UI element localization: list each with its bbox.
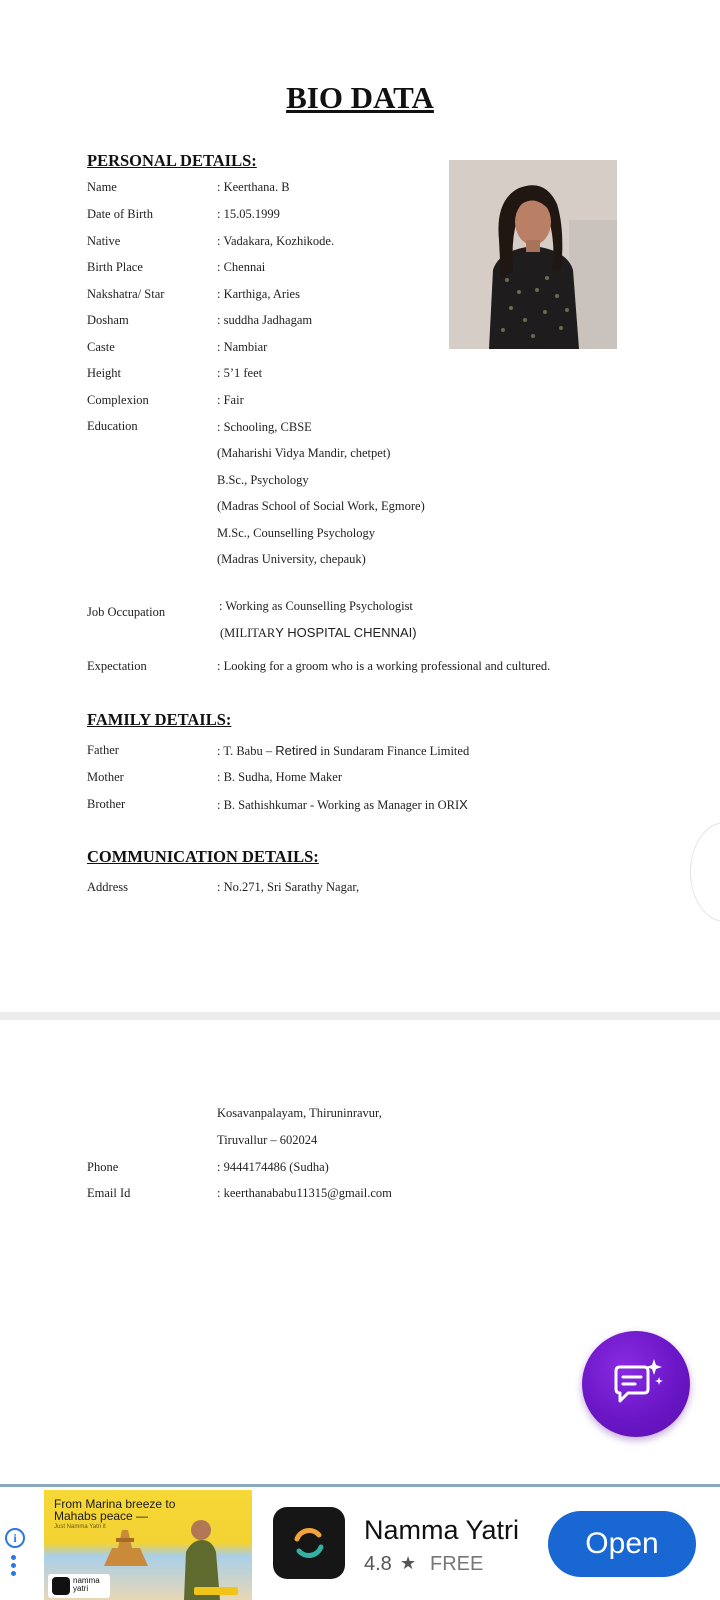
- value-address-line2: Kosavanpalayam, Thiruninravur,: [217, 1106, 382, 1120]
- value-complexion: : Fair: [217, 393, 244, 407]
- app-price: FREE: [430, 1553, 484, 1575]
- label-date-of-birth: Date of Birth: [87, 207, 153, 221]
- father-post: in Sundaram Finance Limited: [317, 744, 470, 758]
- app-icon[interactable]: [273, 1507, 345, 1579]
- education-line: B.Sc., Psychology: [217, 473, 309, 487]
- value-job-line1: : Working as Counselling Psychologist: [219, 599, 413, 613]
- label-email: Email Id: [87, 1186, 131, 1200]
- namma-yatri-logo-icon: [273, 1507, 345, 1579]
- portrait-photo: [449, 160, 617, 349]
- open-app-button[interactable]: Open: [548, 1511, 696, 1577]
- education-line: (Madras School of Social Work, Egmore): [217, 499, 425, 513]
- value-father: [217, 743, 469, 759]
- value-expectation: : Looking for a groom who is a working professional and cultured.: [217, 659, 551, 673]
- education-line: (Madras University, chepauk): [217, 552, 366, 566]
- ad-brand-word2: yatri: [73, 1584, 89, 1593]
- ad-banner-sub: Just Namma Yatri it: [54, 1524, 106, 1530]
- ai-chat-sparkle-icon: [610, 1357, 664, 1411]
- value-name: : Keerthana. B: [217, 180, 290, 194]
- brother-pre: : B. Sathishkumar - Working as Manager in ORI: [217, 798, 460, 812]
- page-separator: [0, 1012, 720, 1020]
- ad-brand-mark-icon: [52, 1577, 70, 1595]
- document-title: BIO DATA: [286, 80, 434, 115]
- label-mother: Mother: [87, 770, 124, 784]
- ad-banner-line1: From Marina breeze to: [54, 1497, 176, 1511]
- communication-details-heading: COMMUNICATION DETAILS:: [87, 847, 319, 866]
- label-complexion: Complexion: [87, 393, 149, 407]
- label-nakshatra: Nakshatra/ Star: [87, 287, 165, 301]
- value-email: : keerthanababu11315@gmail.com: [217, 1186, 392, 1200]
- label-dosham: Dosham: [87, 313, 129, 327]
- value-dosham: : suddha Jadhagam: [217, 313, 313, 327]
- ad-info-icon[interactable]: i: [5, 1528, 25, 1548]
- value-address-line3: Tiruvallur – 602024: [217, 1133, 318, 1147]
- app-name: Namma Yatri: [364, 1515, 520, 1545]
- label-address: Address: [87, 880, 128, 894]
- star-icon: ★: [400, 1553, 417, 1574]
- value-native: : Vadakara, Kozhikode.: [217, 234, 335, 248]
- value-height: : 5’1 feet: [217, 366, 263, 380]
- ad-brand-word1: namma: [73, 1576, 100, 1585]
- label-education: Education: [87, 419, 138, 433]
- family-details-heading: FAMILY DETAILS:: [87, 710, 232, 729]
- father-retired: Retired: [275, 743, 318, 758]
- education-line: : Schooling, CBSE: [217, 420, 312, 434]
- label-name: Name: [87, 180, 117, 194]
- education-line: M.Sc., Counselling Psychology: [217, 526, 375, 540]
- label-phone: Phone: [87, 1160, 119, 1174]
- value-address-line1: : No.271, Sri Sarathy Nagar,: [217, 880, 360, 894]
- value-phone: : 9444174486 (Sudha): [217, 1160, 329, 1174]
- value-nakshatra: : Karthiga, Aries: [217, 287, 300, 301]
- label-height: Height: [87, 366, 122, 380]
- value-birth-place: : Chennai: [217, 260, 266, 274]
- value-date-of-birth: : 15.05.1999: [217, 207, 280, 221]
- ad-banner-line2: Mahabs peace —: [54, 1509, 149, 1523]
- label-birth-place: Birth Place: [87, 260, 143, 274]
- personal-details-heading: PERSONAL DETAILS:: [87, 151, 257, 170]
- job-line2-part-sans: Y HOSPITAL CHENNAI): [275, 625, 417, 640]
- ad-bar: [0, 1484, 720, 1600]
- app-rating: 4.8: [364, 1553, 392, 1575]
- ad-banner-chip: [194, 1587, 238, 1595]
- label-caste: Caste: [87, 340, 115, 354]
- label-job-occupation: Job Occupation: [87, 605, 166, 619]
- job-line2-part-serif: (MILITAR: [220, 626, 276, 640]
- value-mother: : B. Sudha, Home Maker: [217, 770, 342, 784]
- label-father: Father: [87, 743, 119, 757]
- value-job-line2: [220, 625, 417, 641]
- brother-post: X: [459, 797, 468, 812]
- ai-assistant-button[interactable]: [582, 1331, 690, 1437]
- label-brother: Brother: [87, 797, 126, 811]
- father-pre: : T. Babu –: [217, 744, 276, 758]
- label-native: Native: [87, 234, 121, 248]
- ad-options-icon[interactable]: [11, 1555, 17, 1577]
- label-expectation: Expectation: [87, 659, 147, 673]
- photo: [449, 160, 617, 349]
- education-line: (Maharishi Vidya Mandir, chetpet): [217, 446, 391, 460]
- ad-brand-logo: [48, 1574, 110, 1598]
- value-caste: : Nambiar: [217, 340, 268, 354]
- value-brother: [217, 797, 468, 813]
- ad-brand-text: [73, 1577, 100, 1593]
- ad-banner-image[interactable]: [44, 1490, 252, 1600]
